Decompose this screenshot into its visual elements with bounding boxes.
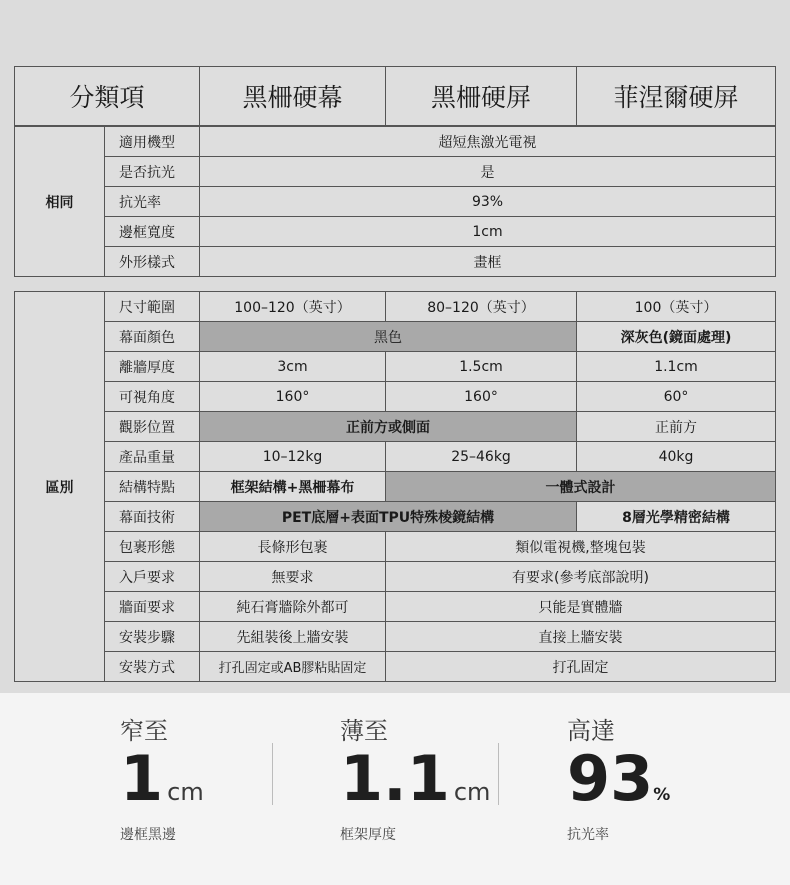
cell-value-highlight: 正前方或側面	[200, 412, 577, 442]
row-label: 幕面顏色	[105, 322, 200, 352]
cell-value: 10–12kg	[200, 442, 386, 472]
row-label: 結構特點	[105, 472, 200, 502]
stat-number: 1.1	[340, 742, 450, 815]
table-row	[15, 472, 776, 502]
stat-bezel	[120, 711, 204, 844]
cell-value: 1.5cm	[386, 352, 577, 382]
stat-subtitle: 框架厚度	[340, 827, 396, 843]
table-row	[15, 292, 776, 322]
cell-value: 只能是實體牆	[386, 592, 776, 622]
row-label: 尺寸範圍	[105, 292, 200, 322]
stat-unit: cm	[453, 778, 491, 806]
row-label: 抗光率	[105, 187, 200, 217]
table-row	[15, 532, 776, 562]
table-row	[15, 412, 776, 442]
table-row	[15, 187, 776, 217]
stat-caption: 窄至	[120, 717, 168, 745]
group-label-same: 相同	[15, 127, 105, 277]
table-row	[15, 157, 776, 187]
cell-value: 純石膏牆除外都可	[200, 592, 386, 622]
row-value: 是	[200, 157, 776, 187]
cell-value: 先組裝後上牆安裝	[200, 622, 386, 652]
cell-value: 100（英寸）	[577, 292, 776, 322]
stat-thickness	[340, 711, 490, 844]
cell-value: 60°	[577, 382, 776, 412]
row-value: 1cm	[200, 217, 776, 247]
cell-value: 直接上牆安裝	[386, 622, 776, 652]
row-label: 牆面要求	[105, 592, 200, 622]
cell-value: 160°	[386, 382, 577, 412]
table-row	[15, 247, 776, 277]
row-label: 安裝方式	[105, 652, 200, 682]
cell-value-highlight: PET底層+表面TPU特殊棱鏡結構	[200, 502, 577, 532]
cell-value: 40kg	[577, 442, 776, 472]
row-value: 超短焦激光電視	[200, 127, 776, 157]
stat-caption: 薄至	[340, 717, 388, 745]
stats-footer	[0, 693, 790, 885]
cell-value: 框架結構+黑柵幕布	[200, 472, 386, 502]
cell-value: 有要求(參考底部說明)	[386, 562, 776, 592]
table-row	[15, 322, 776, 352]
row-label: 入戶要求	[105, 562, 200, 592]
row-value: 93%	[200, 187, 776, 217]
cell-value: 無要求	[200, 562, 386, 592]
cell-value: 1.1cm	[577, 352, 776, 382]
table-row	[15, 217, 776, 247]
row-value: 畫框	[200, 247, 776, 277]
row-label: 可視角度	[105, 382, 200, 412]
diff-table	[14, 291, 776, 682]
stat-number: 93	[567, 742, 654, 815]
cell-value-highlight: 一體式設計	[386, 472, 776, 502]
stat-ambient-light	[567, 711, 670, 844]
table-row	[15, 592, 776, 622]
cell-value: 3cm	[200, 352, 386, 382]
stat-unit: %	[653, 785, 671, 805]
cell-value: 25–46kg	[386, 442, 577, 472]
row-label: 是否抗光	[105, 157, 200, 187]
divider	[498, 743, 499, 805]
same-table	[14, 126, 776, 277]
cell-value: 正前方	[577, 412, 776, 442]
group-label-diff: 區別	[15, 292, 105, 682]
stat-caption: 高達	[567, 717, 615, 745]
table-row	[15, 502, 776, 532]
header-table	[14, 66, 776, 126]
table-row	[15, 622, 776, 652]
table-row	[15, 127, 776, 157]
table-row	[15, 382, 776, 412]
cell-value: 深灰色(鏡面處理)	[577, 322, 776, 352]
cell-value: 打孔固定	[386, 652, 776, 682]
stat-number: 1	[120, 742, 164, 815]
header-black-grid-hard-screen: 黑柵硬屏	[386, 67, 577, 126]
row-label: 適用機型	[105, 127, 200, 157]
header-fresnel-screen: 菲涅爾硬屏	[577, 67, 776, 126]
table-row	[15, 442, 776, 472]
cell-value: 160°	[200, 382, 386, 412]
row-label: 產品重量	[105, 442, 200, 472]
cell-value: 8層光學精密結構	[577, 502, 776, 532]
row-label: 邊框寬度	[105, 217, 200, 247]
table-row	[15, 352, 776, 382]
header-row	[15, 67, 776, 126]
cell-value: 100–120（英寸）	[200, 292, 386, 322]
table-row	[15, 652, 776, 682]
table-row	[15, 562, 776, 592]
cell-value: 打孔固定或AB膠粘貼固定	[200, 652, 386, 682]
cell-value: 類似電視機,整塊包裝	[386, 532, 776, 562]
divider	[272, 743, 273, 805]
header-black-grid-screen: 黑柵硬幕	[200, 67, 386, 126]
row-label: 幕面技術	[105, 502, 200, 532]
cell-value: 長條形包裹	[200, 532, 386, 562]
cell-value: 80–120（英寸）	[386, 292, 577, 322]
cell-value-highlight: 黑色	[200, 322, 577, 352]
row-label: 外形樣式	[105, 247, 200, 277]
row-label: 離牆厚度	[105, 352, 200, 382]
row-label: 觀影位置	[105, 412, 200, 442]
header-category: 分類項	[15, 67, 200, 126]
stat-unit: cm	[167, 778, 204, 806]
row-label: 安裝步驟	[105, 622, 200, 652]
stat-subtitle: 抗光率	[567, 827, 609, 843]
stat-subtitle: 邊框黑邊	[120, 827, 176, 843]
row-label: 包裹形態	[105, 532, 200, 562]
